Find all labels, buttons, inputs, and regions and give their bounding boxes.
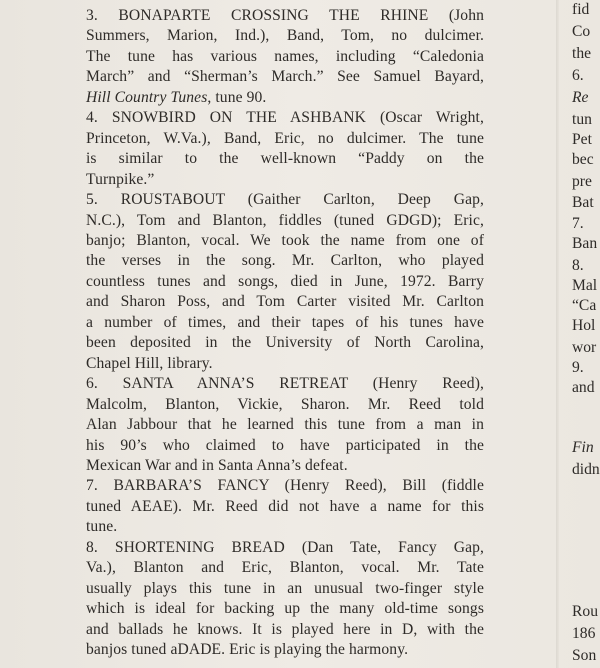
adjacent-column-text: bec [572,151,594,168]
track-entry-8 [86,538,484,661]
adjacent-column-text: wor [572,339,597,356]
text-line: Summers, Marion, Ind.), Band, Tom, no dulcimer. [86,27,484,45]
adjacent-column-text: Mal [572,277,598,294]
text-line: 6. SANTA ANNA’S RETREAT (Henry Reed), [86,375,484,393]
text-line: is similar to the well-known “Paddy on the [86,150,484,168]
track-entry-5 [86,190,484,374]
text-line: banjos tuned aDADE. Eric is playing the harmony. [86,641,409,659]
adjacent-column-text: Hol [572,317,596,334]
track-entry-3 [86,6,484,108]
text-line: March” and “Sherman’s March.” See Samuel Bayard, [86,68,484,86]
adjacent-column-text: and [572,379,595,396]
text-line: tuned AEAE). Mr. Reed did not have a name for this [86,497,484,515]
adjacent-column-text: 8. [572,257,584,274]
text-line: usually plays this tune in an unusual two-finger style [86,579,484,597]
text-line: 5. ROUSTABOUT (Gaither Carlton, Deep Gap, [86,191,484,209]
text-line: Chapel Hill, library. [86,354,213,372]
adjacent-column-text-italic: Fin [572,439,594,456]
text-line: Alan Jabbour that he learned this tune from a man in [86,416,484,434]
text-line: The tune has various names, including “Caledonia [86,47,484,65]
text-line: Va.), Blanton and Eric, Blanton, vocal. Mr. Tate [86,559,484,577]
track-entry-6 [86,374,484,476]
track-entry-7 [86,476,484,537]
text-line: which is ideal for backing up the many old-time songs [86,600,484,618]
text-line: N.C.), Tom and Blanton, fiddles (tuned GDGD); Eric, [86,211,484,229]
adjacent-column-text: tun [572,111,592,128]
adjacent-column-text: pre [572,173,592,190]
text-line: tune. [86,518,118,536]
adjacent-column-text: Rou [572,603,598,620]
adjacent-column-text: Son [572,647,597,664]
adjacent-column-text: Bat [572,194,594,211]
text-line: and ballads he knows. It is played here in D, with the [86,620,484,638]
text-line: a number of times, and their tapes of his tunes have [86,313,484,331]
text-line: and Sharon Poss, and Tom Carter visited Mr. Carlton [86,293,484,311]
text-line: been deposited in the University of North Carolina, [86,334,484,352]
text-line: 8. SHORTENING BREAD (Dan Tate, Fancy Gap, [86,538,484,556]
adjacent-column-text [572,438,594,458]
text-line: Mexican War and in Santa Anna’s defeat. [86,456,348,474]
adjacent-column-text: fid [572,1,590,18]
adjacent-column-text: Pet [572,131,592,148]
text-line: countless tunes and songs, died in June, 1972. Barry [86,272,484,290]
text-line: Malcolm, Blanton, Vickie, Sharon. Mr. Reed told [86,395,484,413]
track-notes-column [86,6,484,661]
adjacent-column-text: didn [572,461,600,478]
text-line: the verses in the song. Mr. Carlton, who played [86,252,484,270]
text-line: 3. BONAPARTE CROSSING THE RHINE (John [86,7,484,24]
adjacent-column-text: the [572,45,592,62]
page-fold-shadow [556,0,559,668]
text-line: his 90’s who claimed to have participated in the [86,436,484,454]
adjacent-column-text: 7. [572,215,584,232]
adjacent-column-text-italic: Re [572,89,589,106]
track-entry-4 [86,108,484,190]
text-line: 4. SNOWBIRD ON THE ASHBANK (Oscar Wright, [86,109,484,127]
text-line: Turnpike.” [86,170,155,188]
adjacent-column-text: 9. [572,359,584,376]
text-line: Princeton, W.Va.), Band, Eric, no dulcimer. The tune [86,129,484,147]
text-line: Hill Country Tunes, tune 90. [86,88,267,106]
adjacent-column-text: 186 [572,625,596,642]
adjacent-column-text: “Ca [572,297,597,314]
adjacent-column-text: Co [572,23,591,40]
adjacent-column-text: Ban [572,235,598,252]
text-line: 7. BARBARA’S FANCY (Henry Reed), Bill (fiddle [86,477,484,495]
adjacent-column-text: 6. [572,67,584,84]
adjacent-column-text [572,88,588,108]
text-line: banjo; Blanton, vocal. We took the name from one of [86,231,484,249]
